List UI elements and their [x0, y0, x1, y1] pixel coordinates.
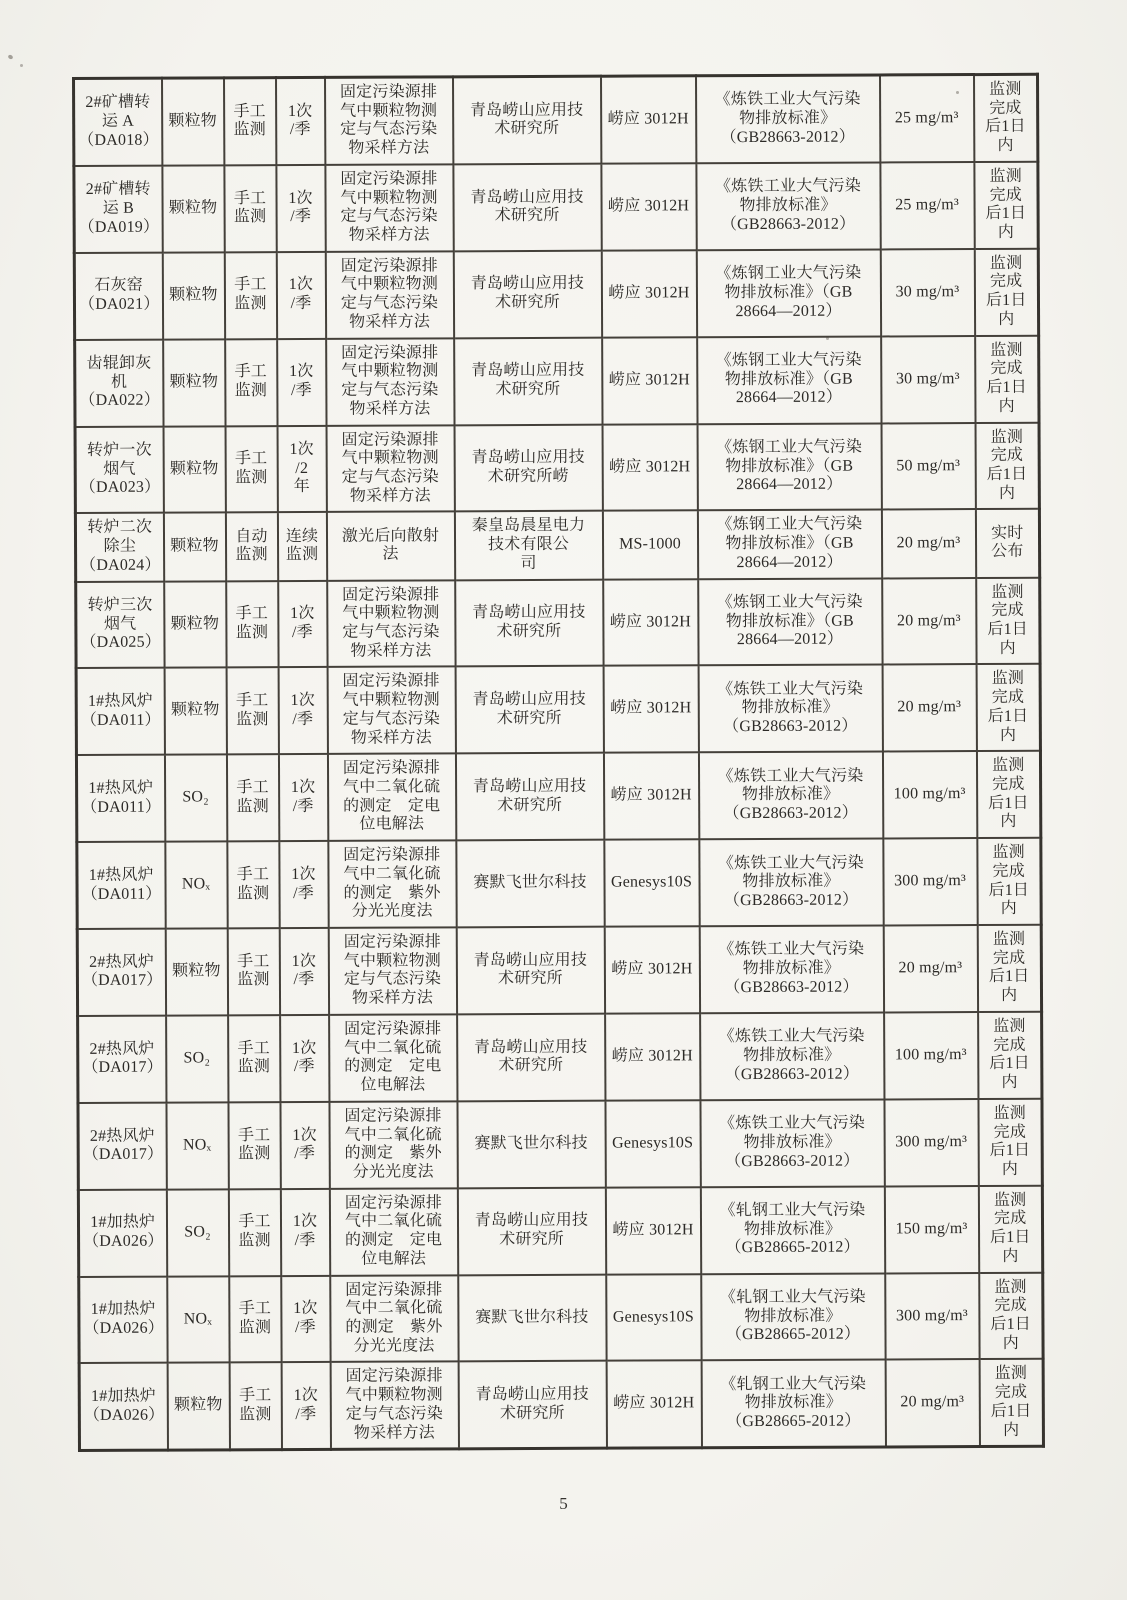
cell-instrument: Genesys10S — [606, 1274, 701, 1361]
table-row — [79, 1359, 1043, 1451]
cell-pollutant: 颗粒物 — [163, 426, 225, 513]
cell-outlet: 转炉二次 除尘 （DA024） — [75, 513, 163, 582]
cell-monitoring-mode: 手工 监测 — [224, 78, 276, 166]
cell-pollutant: 颗粒物 — [164, 668, 226, 755]
cell-standard: 《轧钢工业大气污染 物排放标准》 （GB28665-2012） — [701, 1273, 885, 1361]
cell-pollutant: SO₂ — [166, 1015, 228, 1102]
cell-frequency: 1次 /季 — [276, 252, 325, 339]
cell-publication: 监测 完成 后1日 内 — [977, 838, 1041, 925]
cell-standard: 《炼铁工业大气污染 物排放标准》 （GB28663-2012） — [700, 1012, 884, 1100]
cell-frequency: 1次 /季 — [278, 754, 327, 841]
cell-frequency: 1次 /季 — [280, 1102, 329, 1189]
cell-organization: 赛默飞世尔科技 — [458, 1274, 606, 1362]
table-row — [79, 1272, 1043, 1363]
cell-organization: 青岛崂山应用技 术研究所 — [457, 1187, 605, 1275]
table-row — [76, 577, 1040, 668]
cell-publication: 监测 完成 后1日 内 — [976, 751, 1040, 838]
cell-frequency: 1次 /季 — [279, 841, 328, 928]
cell-organization: 青岛崂山应用技 术研究所 — [455, 666, 603, 754]
cell-instrument: 崂应 3012H — [604, 926, 699, 1013]
cell-publication: 监测 完成 后1日 内 — [974, 249, 1038, 336]
cell-analysis-method: 固定污染源排 气中二氧化硫 的测定 紫外 分光光度法 — [329, 1101, 457, 1188]
cell-limit: 300 mg/m³ — [885, 1273, 979, 1360]
cell-organization: 青岛崂山应用技 术研究所 — [453, 76, 601, 164]
cell-monitoring-mode: 手工 监测 — [226, 668, 278, 755]
cell-limit: 300 mg/m³ — [883, 838, 977, 925]
cell-organization: 青岛崂山应用技 术研究所 — [458, 1361, 606, 1449]
cell-limit: 100 mg/m³ — [884, 1012, 978, 1099]
cell-pollutant: NOₓ — [165, 841, 227, 928]
cell-outlet: 1#加热炉 （DA026） — [79, 1363, 167, 1451]
cell-analysis-method: 固定污染源排 气中二氧化硫 的测定 紫外 分光光度法 — [330, 1275, 458, 1362]
cell-standard: 《炼铁工业大气污染 物排放标准》 （GB28663-2012） — [700, 1099, 884, 1187]
cell-analysis-method: 固定污染源排 气中颗粒物测 定与气态污染 物采样方法 — [325, 77, 453, 165]
cell-analysis-method: 固定污染源排 气中二氧化硫 的测定 定电 位电解法 — [329, 1188, 457, 1275]
cell-pollutant: NOₓ — [167, 1276, 229, 1363]
cell-organization: 青岛崂山应用技 术研究所 — [454, 337, 602, 425]
cell-publication: 监测 完成 后1日 内 — [979, 1272, 1043, 1359]
cell-organization: 青岛崂山应用技 术研究所 — [453, 250, 601, 338]
cell-limit: 25 mg/m³ — [880, 162, 974, 249]
cell-outlet: 齿辊卸灰 机 （DA022） — [75, 339, 163, 426]
cell-outlet: 1#热风炉 （DA011） — [76, 668, 164, 755]
cell-pollutant: 颗粒物 — [162, 78, 224, 166]
cell-instrument: 崂应 3012H — [601, 163, 696, 250]
cell-standard: 《炼铁工业大气污染 物排放标准》 （GB28663-2012） — [696, 75, 880, 163]
cell-analysis-method: 固定污染源排 气中颗粒物测 定与气态污染 物采样方法 — [325, 251, 453, 338]
cell-limit: 20 mg/m³ — [882, 578, 976, 665]
cell-frequency: 1次 /季 — [278, 667, 327, 754]
cell-instrument: 崂应 3012H — [601, 76, 696, 164]
cell-pollutant: 颗粒物 — [163, 339, 225, 426]
cell-monitoring-mode: 手工 监测 — [224, 165, 276, 252]
cell-standard: 《炼钢工业大气污染 物排放标准》（GB 28664—2012） — [698, 578, 882, 666]
cell-limit: 25 mg/m³ — [879, 75, 973, 163]
cell-instrument: MS-1000 — [602, 511, 697, 580]
cell-publication: 监测 完成 后1日 内 — [979, 1359, 1043, 1447]
cell-monitoring-mode: 手工 监测 — [224, 252, 276, 339]
cell-analysis-method: 激光后向散射 法 — [326, 512, 454, 581]
cell-outlet: 1#加热炉 （DA026） — [79, 1276, 167, 1363]
cell-pollutant: 颗粒物 — [162, 252, 224, 339]
cell-publication: 监测 完成 后1日 内 — [978, 1012, 1042, 1099]
cell-frequency: 1次 /季 — [280, 1189, 329, 1276]
cell-frequency: 1次 /2 年 — [277, 425, 326, 512]
table-row — [74, 74, 1038, 166]
cell-frequency: 1次 /季 — [278, 580, 327, 667]
cell-organization: 赛默飞世尔科技 — [457, 1100, 605, 1188]
cell-limit: 20 mg/m³ — [885, 1359, 979, 1447]
cell-limit: 20 mg/m³ — [883, 925, 977, 1012]
table-body — [74, 74, 1044, 1450]
cell-publication: 实时 公布 — [975, 509, 1039, 577]
cell-pollutant: SO₂ — [164, 755, 226, 842]
cell-pollutant: SO₂ — [166, 1189, 228, 1276]
cell-monitoring-mode: 手工 监测 — [226, 581, 278, 668]
cell-limit: 150 mg/m³ — [884, 1186, 978, 1273]
cell-organization: 赛默飞世尔科技 — [456, 840, 604, 928]
cell-outlet: 1#热风炉 （DA011） — [76, 755, 164, 842]
cell-standard: 《轧钢工业大气污染 物排放标准》 （GB28665-2012） — [700, 1186, 884, 1274]
cell-frequency: 1次 /季 — [276, 165, 325, 252]
cell-instrument: 崂应 3012H — [605, 1013, 700, 1100]
cell-limit: 30 mg/m³ — [881, 336, 975, 423]
cell-analysis-method: 固定污染源排 气中二氧化硫 的测定 定电 位电解法 — [327, 754, 455, 841]
table-row — [77, 838, 1041, 929]
cell-standard: 《炼铁工业大气污染 物排放标准》 （GB28663-2012） — [698, 665, 882, 753]
cell-publication: 监测 完成 后1日 内 — [978, 1185, 1042, 1272]
cell-instrument: 崂应 3012H — [605, 1187, 700, 1274]
cell-frequency: 1次 /季 — [276, 77, 325, 165]
cell-publication: 监测 完成 后1日 内 — [978, 1099, 1042, 1186]
cell-publication: 监测 完成 后1日 内 — [975, 422, 1039, 509]
cell-frequency: 1次 /季 — [280, 1015, 329, 1102]
table-row — [74, 162, 1038, 253]
cell-limit: 100 mg/m³ — [882, 751, 976, 838]
cell-frequency: 1次 /季 — [277, 339, 326, 426]
cell-analysis-method: 固定污染源排 气中颗粒物测 定与气态污染 物采样方法 — [330, 1362, 458, 1450]
cell-monitoring-mode: 手工 监测 — [228, 1102, 280, 1189]
cell-instrument: 崂应 3012H — [603, 579, 698, 666]
cell-analysis-method: 固定污染源排 气中颗粒物测 定与气态污染 物采样方法 — [326, 425, 454, 512]
cell-analysis-method: 固定污染源排 气中二氧化硫 的测定 紫外 分光光度法 — [328, 840, 456, 927]
cell-frequency: 1次 /季 — [281, 1275, 330, 1362]
cell-standard: 《炼钢工业大气污染 物排放标准》（GB 28664—2012） — [697, 336, 881, 424]
cell-analysis-method: 固定污染源排 气中颗粒物测 定与气态污染 物采样方法 — [325, 164, 453, 251]
cell-standard: 《炼钢工业大气污染 物排放标准》（GB 28664—2012） — [697, 510, 881, 579]
cell-analysis-method: 固定污染源排 气中颗粒物测 定与气态污染 物采样方法 — [327, 667, 455, 754]
cell-standard: 《炼钢工业大气污染 物排放标准》（GB 28664—2012） — [697, 423, 881, 511]
cell-instrument: 崂应 3012H — [601, 250, 696, 337]
cell-standard: 《炼铁工业大气污染 物排放标准》 （GB28663-2012） — [696, 162, 880, 250]
cell-outlet: 2#热风炉 （DA017） — [78, 1016, 166, 1103]
table-row — [75, 422, 1039, 513]
cell-pollutant: 颗粒物 — [163, 513, 225, 581]
cell-outlet: 石灰窑 （DA021） — [74, 252, 162, 339]
cell-analysis-method: 固定污染源排 气中颗粒物测 定与气态污染 物采样方法 — [326, 338, 454, 425]
cell-instrument: 崂应 3012H — [602, 337, 697, 424]
cell-standard: 《轧钢工业大气污染 物排放标准》 （GB28665-2012） — [701, 1360, 885, 1448]
cell-monitoring-mode: 手工 监测 — [228, 1015, 280, 1102]
emission-monitoring-table — [72, 73, 1045, 1452]
cell-instrument: 崂应 3012H — [603, 753, 698, 840]
cell-frequency: 1次 /季 — [279, 928, 328, 1015]
cell-organization: 青岛崂山应用技 术研究所 — [453, 164, 601, 252]
cell-frequency: 1次 /季 — [281, 1362, 330, 1450]
page-number: 5 — [559, 1494, 568, 1513]
cell-pollutant: 颗粒物 — [167, 1363, 229, 1451]
cell-monitoring-mode: 手工 监测 — [225, 426, 277, 513]
cell-standard: 《炼铁工业大气污染 物排放标准》 （GB28663-2012） — [699, 925, 883, 1013]
cell-instrument: 崂应 3012H — [603, 666, 698, 753]
cell-limit: 20 mg/m³ — [882, 664, 976, 751]
cell-monitoring-mode: 自动 监测 — [225, 512, 277, 580]
table-row — [76, 664, 1040, 755]
cell-analysis-method: 固定污染源排 气中二氧化硫 的测定 定电 位电解法 — [329, 1014, 457, 1101]
cell-publication: 监测 完成 后1日 内 — [976, 577, 1040, 664]
scan-speck — [20, 64, 23, 67]
cell-instrument: Genesys10S — [604, 839, 699, 926]
scan-speck — [7, 54, 13, 60]
cell-monitoring-mode: 手工 监测 — [229, 1363, 281, 1451]
cell-limit: 50 mg/m³ — [881, 423, 975, 510]
table-row — [77, 925, 1041, 1016]
table-row — [74, 249, 1038, 340]
table-row — [75, 509, 1039, 581]
cell-organization: 青岛崂山应用技 术研究所 — [455, 579, 603, 667]
cell-limit: 300 mg/m³ — [884, 1099, 978, 1186]
cell-limit: 30 mg/m³ — [880, 249, 974, 336]
cell-publication: 监测 完成 后1日 内 — [973, 74, 1037, 162]
cell-pollutant: 颗粒物 — [164, 581, 226, 668]
cell-standard: 《炼铁工业大气污染 物排放标准》 （GB28663-2012） — [699, 839, 883, 927]
cell-frequency: 连续 监测 — [277, 512, 326, 580]
table-row — [78, 1099, 1042, 1190]
cell-publication: 监测 完成 后1日 内 — [977, 925, 1041, 1012]
cell-limit: 20 mg/m³ — [881, 509, 975, 578]
cell-analysis-method: 固定污染源排 气中颗粒物测 定与气态污染 物采样方法 — [327, 580, 455, 667]
cell-organization: 秦皇岛晨星电力 技术有限公 司 — [454, 511, 602, 580]
cell-outlet: 转炉三次 烟气 （DA025） — [76, 581, 164, 668]
cell-monitoring-mode: 手工 监测 — [228, 1189, 280, 1276]
table-row — [78, 1012, 1042, 1103]
cell-organization: 青岛崂山应用技 术研究所 — [455, 753, 603, 841]
cell-instrument: 崂应 3012H — [602, 424, 697, 511]
cell-analysis-method: 固定污染源排 气中颗粒物测 定与气态污染 物采样方法 — [328, 927, 456, 1014]
cell-standard: 《炼铁工业大气污染 物排放标准》 （GB28663-2012） — [698, 752, 882, 840]
cell-pollutant: 颗粒物 — [162, 165, 224, 252]
table-row — [76, 751, 1040, 842]
cell-monitoring-mode: 手工 监测 — [227, 928, 279, 1015]
cell-outlet: 2#热风炉 （DA017） — [77, 929, 165, 1016]
cell-outlet: 2#矿槽转 运 A （DA018） — [74, 78, 162, 166]
cell-monitoring-mode: 手工 监测 — [227, 841, 279, 928]
cell-outlet: 1#热风炉 （DA011） — [77, 842, 165, 929]
cell-outlet: 1#加热炉 （DA026） — [78, 1189, 166, 1276]
cell-publication: 监测 完成 后1日 内 — [976, 664, 1040, 751]
cell-monitoring-mode: 手工 监测 — [225, 339, 277, 426]
cell-pollutant: 颗粒物 — [165, 928, 227, 1015]
table-row — [78, 1185, 1042, 1276]
cell-organization: 青岛崂山应用技 术研究所 — [456, 927, 604, 1015]
table-row — [75, 335, 1039, 426]
cell-standard: 《炼钢工业大气污染 物排放标准》（GB 28664—2012） — [696, 249, 880, 337]
cell-pollutant: NOₓ — [166, 1102, 228, 1189]
cell-publication: 监测 完成 后1日 内 — [974, 162, 1038, 249]
cell-outlet: 2#矿槽转 运 B （DA019） — [74, 165, 162, 252]
cell-publication: 监测 完成 后1日 内 — [975, 335, 1039, 422]
cell-monitoring-mode: 手工 监测 — [226, 754, 278, 841]
cell-organization: 青岛崂山应用技 术研究所崂 — [454, 424, 602, 512]
cell-organization: 青岛崂山应用技 术研究所 — [457, 1014, 605, 1102]
cell-monitoring-mode: 手工 监测 — [229, 1276, 281, 1363]
cell-instrument: 崂应 3012H — [606, 1361, 701, 1449]
cell-outlet: 转炉一次 烟气 （DA023） — [75, 426, 163, 513]
cell-instrument: Genesys10S — [605, 1100, 700, 1187]
cell-outlet: 2#热风炉 （DA017） — [78, 1102, 166, 1189]
